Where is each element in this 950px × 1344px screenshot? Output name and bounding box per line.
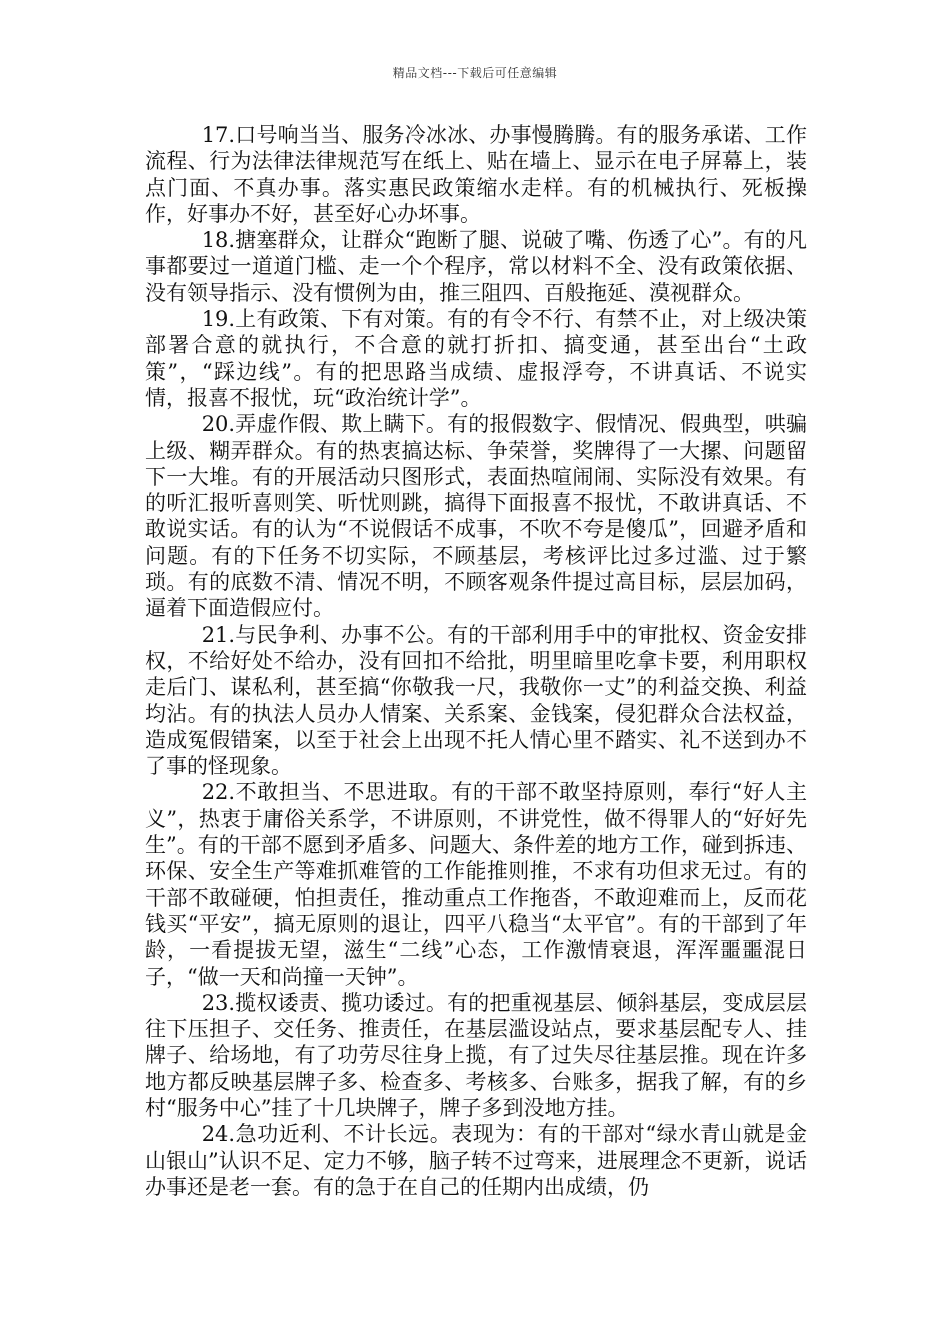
paragraph-17: 17.口号响当当、服务冷冰冰、办事慢腾腾。有的服务承诺、工作流程、行为法律法律规范写在纸上、贴在墙上、显示在电子屏幕上，装点门面、不真办事。落实惠民政策缩水走样。有的机械执行、死板操作，好事办不好，甚至好心办坏事。	[145, 123, 807, 226]
page-header: 精品文档---下载后可任意编辑	[392, 66, 558, 80]
document-body	[145, 122, 807, 1200]
paragraph-18: 18.搪塞群众，让群众“跑断了腿、说破了嘴、伤透了心”。有的凡事都要过一道道门槛、走一个个程序，常以材料不全、没有政策依据、没有领导指示、没有惯例为由，推三阻四、百般拖延、漠视群众。	[145, 228, 807, 305]
paragraph-20: 20.弄虚作假、欺上瞒下。有的报假数字、假情况、假典型，哄骗上级、糊弄群众。有的热衷搞达标、争荣誉，奖牌得了一大摞、问题留下一大堆。有的开展活动只图形式，表面热喧闹闹、实际没有效果。有的听汇报听喜则笑、听忧则跳，搞得下面报喜不报忧，不敢讲真话、不敢说实话。有的认为“不说假话不成事，不吹不夸是傻瓜”，回避矛盾和问题。有的下任务不切实际，不顾基层，考核评比过多过滥、过于繁琐。有的底数不清、情况不明，不顾客观条件提过高目标，层层加码，逼着下面造假应付。	[145, 412, 807, 621]
paragraph-22: 22.不敢担当、不思进取。有的干部不敢坚持原则，奉行“好人主义”，热衷于庸俗关系学，不讲原则，不讲党性，做不得罪人的“好好先生”。有的干部不愿到矛盾多、问题大、条件差的地方工作，碰到拆违、环保、安全生产等难抓难管的工作能推则推，不求有功但求无过。有的干部不敢碰硬，怕担责任，推动重点工作拖沓，不敢迎难而上，反而花钱买“平安”，搞无原则的退让，四平八稳当“太平官”。有的干部到了年龄，一看提拔无望，滋生“二线”心态，工作激情衰退，浑浑噩噩混日子，“做一天和尚撞一天钟”。	[145, 780, 807, 989]
paragraph-24: 24.急功近利、不计长远。表现为：有的干部对“绿水青山就是金山银山”认识不足、定力不够，脑子转不过弯来，进展理念不更新，说话办事还是老一套。有的急于在自己的任期内出成绩，仍	[145, 1122, 807, 1199]
paragraph-23: 23.揽权诿责、揽功诿过。有的把重视基层、倾斜基层，变成层层往下压担子、交任务、推责任，在基层滥设站点，要求基层配专人、挂牌子、给场地，有了功劳尽往身上揽，有了过失尽往基层推。现在许多地方都反映基层牌子多、检查多、考核多、台账多，据我了解，有的乡村“服务中心”挂了十几块牌子，牌子多到没地方挂。	[145, 990, 807, 1120]
paragraph-19: 19.上有政策、下有对策。有的有令不行、有禁不止，对上级决策部署合意的就执行，不合意的就打折扣、搞变通，甚至出台“土政策”，“踩边线”。有的把思路当成绩、虚报浮夸，不讲真话、不说实情，报喜不报忧，玩“政治统计学”。	[145, 307, 807, 410]
paragraph-21: 21.与民争利、办事不公。有的干部利用手中的审批权、资金安排权，不给好处不给办，没有回扣不给批，明里暗里吃拿卡要，利用职权走后门、谋私利，甚至搞“你敬我一尺，我敬你一丈”的利益交换、利益均沾。有的执法人员办人情案、关系案、金钱案，侵犯群众合法权益，造成冤假错案，以至于社会上出现不托人情心里不踏实、礼不送到办不了事的怪现象。	[145, 622, 807, 779]
